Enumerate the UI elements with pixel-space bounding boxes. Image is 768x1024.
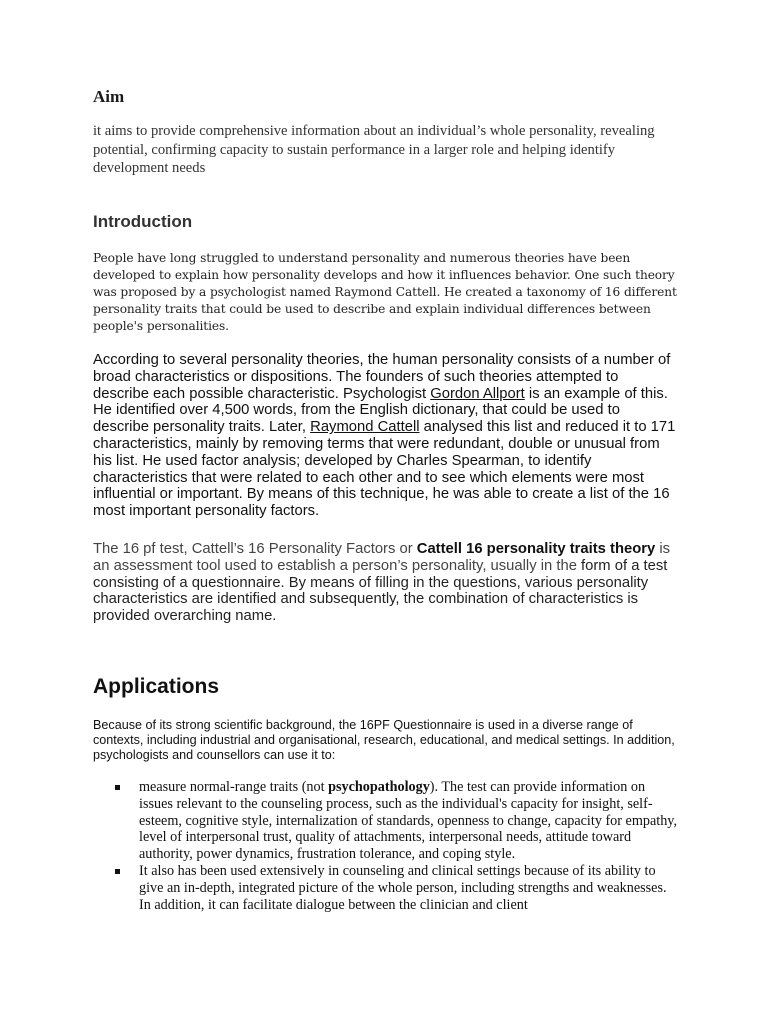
- list-item-text: It also has been used extensively in counseling and clinical settings because of its ability to give an in-depth, integrated picture of the whole person, including strengths and weaknesses. In addition, it can facilitate dialogue between the clinician and client: [139, 862, 667, 913]
- square-bullet-icon: [115, 785, 120, 790]
- psychopathology-bold: psychopathology: [328, 779, 430, 795]
- introduction-heading: Introduction: [93, 212, 193, 231]
- introduction-paragraph-3: [93, 541, 673, 625]
- aim-heading: Aim: [93, 87, 125, 106]
- paragraph-text: The 16 pf test, Cattell’s 16 Personality Factors or: [93, 541, 417, 557]
- paragraph-text: analysed this list and reduced it to 171 characteristics, mainly by removing terms that were redundant, double or unusual from his list. He used factor analysis; developed by Charles Spearman, to identify characteristics that were related to each other and to see which elements were most influential or important. By means of this technique, he was able to create a list of the 16 most important personality factors.: [93, 419, 676, 520]
- introduction-paragraph-1: People have long struggled to understand personality and numerous theories have been developed to explain how personality develops and how it influences behavior. One such theory was proposed by a psychologist named Raymond Cattell. He created a taxonomy of 16 different personality traits that could be used to describe and explain individual differences between people's personalities.: [93, 251, 677, 333]
- gordon-allport-link[interactable]: Gordon Allport: [430, 385, 525, 402]
- list-item-text: ). The test can provide information on issues relevant to the counseling process, such as the individual's capacity for insight, self-esteem, cognitive style, internalization of standards, openness to change, capacity for empathy, level of interpersonal trust, quality of attachments, interpersonal needs, attitude toward authority, power dynamics, frustration tolerance, and coping style.: [139, 779, 678, 863]
- paragraph-text: is an assessment tool used to establish a person’s personality, usually in the: [93, 541, 671, 574]
- paragraph-text: form of a test consisting of a questionnaire. By means of filling in the questions, various personality characteristics are identified and subsequently, the combination of characteristics is provided overarching name.: [93, 557, 668, 625]
- introduction-paragraph-2: [93, 352, 678, 520]
- applications-list: [115, 779, 680, 913]
- square-bullet-icon: [115, 869, 120, 874]
- list-item: [115, 863, 680, 913]
- raymond-cattell-link[interactable]: Raymond Cattell: [310, 419, 420, 436]
- applications-heading: Applications: [93, 675, 220, 698]
- paragraph-text: is an example of this. He identified over 4,500 words, from the English dictionary, that could be used to describe personality traits. Later,: [93, 385, 668, 436]
- cattell-theory-bold: Cattell 16 personality traits theory: [416, 541, 656, 557]
- applications-intro: Because of its strong scientific background, the 16PF Questionnaire is used in a diverse range of contexts, including industrial and organisational, research, educational, and medical settings. In addition, psychologists and counsellors can use it to:: [93, 718, 675, 762]
- list-item: [115, 779, 680, 863]
- paragraph-text: According to several personality theories, the human personality consists of a number of broad characteristics or dispositions. The founders of such theories attempted to describe each possible characteristic. Psychologist: [93, 352, 671, 402]
- list-item-text: measure normal-range traits (not: [139, 779, 329, 795]
- aim-text: it aims to provide comprehensive information about an individual’s whole personality, revealing potential, confirming capacity to sustain performance in a larger role and helping identify development needs: [93, 123, 655, 176]
